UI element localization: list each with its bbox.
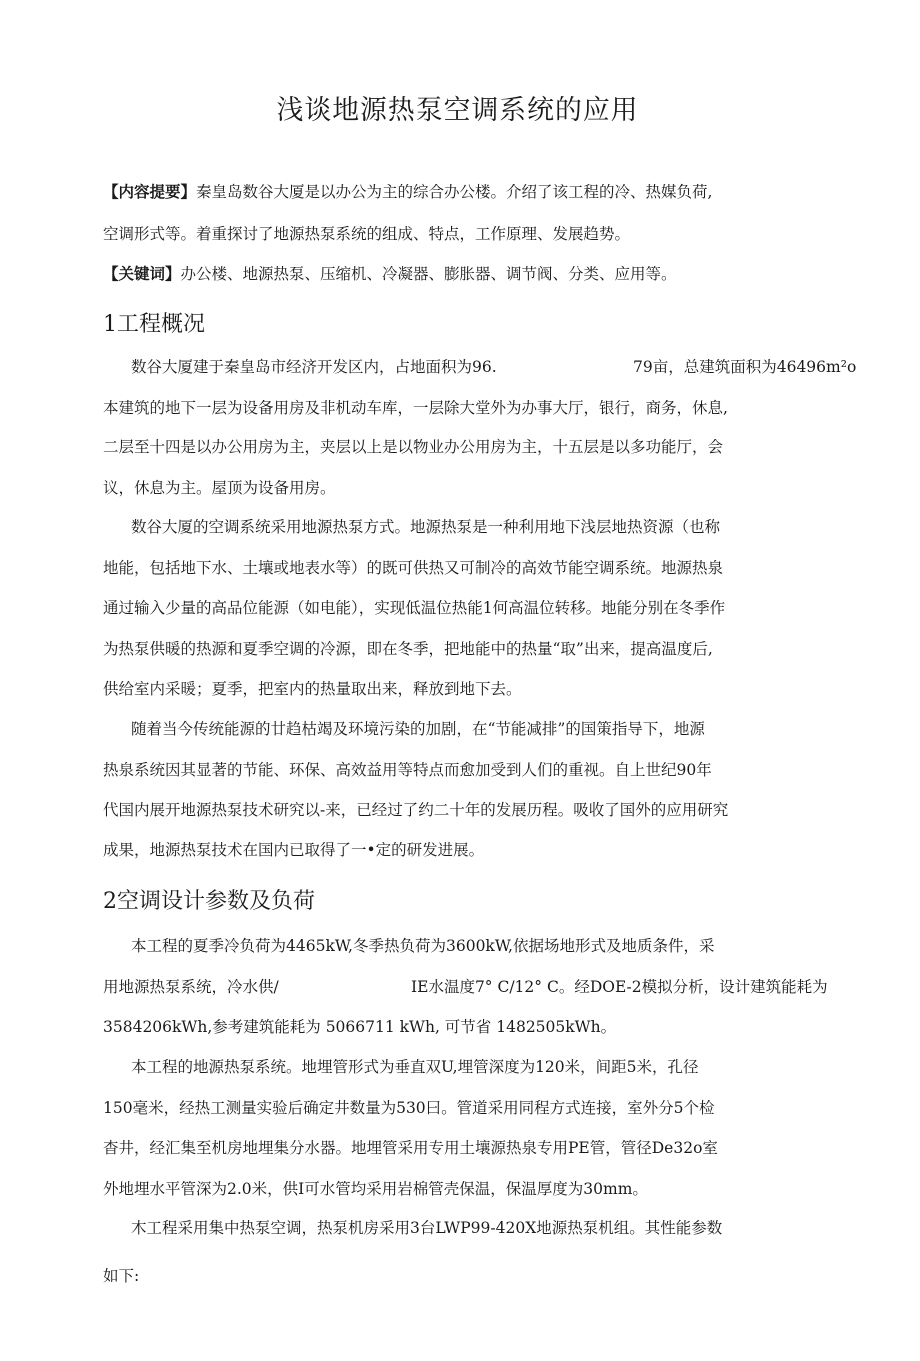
s1-p1-line-4: 议，休息为主。屋顶为设备用房。 (103, 479, 336, 497)
s1-p3-line-2: 热泉系统因其显著的节能、环保、高效益用等特点而愈加受到人们的重视。自上世纪90年 (103, 761, 712, 779)
section-1-heading: 1工程概况 (103, 312, 205, 337)
section-2-heading: 2空调设计参数及负荷 (103, 889, 315, 914)
s1-p1-line-1b: 79亩，总建筑面积为46496m²o (633, 358, 857, 376)
s1-p2-line-1: 数谷大厦的空调系统采用地源热泵方式。地源热泵是一种利用地下浅层地热资源（也称 (131, 518, 721, 536)
s1-p3-line-3: 代国内展开地源热泵技术研究以-来，已经过了约二十年的发展历程。吸收了国外的应用研究 (103, 801, 729, 819)
s1-p3-line-4: 成果，地源热泵技术在国内已取得了一•定的研发进展。 (103, 841, 485, 859)
s1-p2-line-4: 为热泵供暖的热源和夏季空调的冷源，即在冬季，把地能中的热量“取”出来，提高温度后, (103, 640, 713, 658)
s2-p3-line-1: 木工程采用集中热泵空调，热泵机房采用3台LWP99-420X地源热泵机组。其性能参数 (131, 1219, 723, 1237)
s1-p2-line-5: 供给室内采暖；夏季，把室内的热量取出来，释放到地下去。 (103, 680, 522, 698)
s2-p3-line-2: 如下: (103, 1267, 140, 1285)
abstract-text-1: 秦皇岛数谷大厦是以办公为主的综合办公楼。介绍了该工程的冷、热媒负荷, (196, 183, 713, 201)
s2-p2-line-2: 150毫米，经热工测量实验后确定井数量为530曰。管道采用同程方式连接，室外分5个检 (103, 1099, 715, 1117)
keywords-text: 办公楼、地源热泵、压缩机、冷凝器、膨胀器、调节阀、分类、应用等。 (180, 265, 677, 283)
s1-p2-line-3: 通过输入少量的高品位能源（如电能），实现低温位热能1何高温位转移。地能分别在冬季作 (103, 599, 726, 617)
abstract-line-1 (103, 180, 712, 204)
s2-p2-line-4: 外地埋水平管深为2.0米，供I可水管均采用岩棉管壳保温，保温厚度为30mm。 (103, 1180, 648, 1198)
s1-p3-line-1: 随着当今传统能源的廿趋枯竭及环境污染的加剧，在“节能减排”的国策指导下，地源 (131, 720, 705, 738)
s2-p1-line-2b: IE水温度7° C/12° C。经DOE-2模拟分析，设计建筑能耗为 (411, 978, 828, 996)
s2-p2-line-3: 杳井，经汇集至机房地埋集分水器。地埋管采用专用土壤源热泉专用PE管，管径De32o室 (103, 1139, 718, 1157)
s1-p1-line-1a: 数谷大厦建于秦皇岛市经济开发区内，占地面积为96. (131, 358, 497, 376)
s1-p1-line-3: 二层至十四是以办公用房为主，夹层以上是以物业办公用房为主，十五层是以多功能厅，会 (103, 438, 724, 456)
s1-p2-line-2: 地能，包括地下水、土壤或地表水等）的既可供热又可制冷的高效节能空调系统。地源热泉 (103, 559, 724, 577)
s1-p1-line-2: 本建筑的地下一层为设备用房及非机动车库，一层除大堂外为办事大厅，银行，商务，休息, (103, 399, 728, 417)
abstract-label: 【内容提要】 (103, 182, 197, 201)
document-title: 浅谈地源热泵空调系统的应用 (276, 95, 639, 126)
s2-p1-line-3: 3584206kWh,参考建筑能耗为 5066711 kWh, 可节省 1482505kWh。 (103, 1018, 617, 1036)
keywords-label: 【关键词】 (103, 264, 181, 283)
abstract-line-2: 空调形式等。着重探讨了地源热泵系统的组成、特点，工作原理、发展趋势。 (103, 225, 631, 243)
keywords-line (103, 262, 677, 286)
s2-p2-line-1: 本工程的地源热泵系统。地埋管形式为垂直双U,埋管深度为120米，间距5米，孔径 (131, 1058, 699, 1076)
s2-p1-line-2a: 用地源热泵系统，冷水供/ (103, 978, 279, 996)
s2-p1-line-1: 本工程的夏季冷负荷为4465kW,冬季热负荷为3600kW,依据场地形式及地质条件，采 (131, 937, 715, 955)
